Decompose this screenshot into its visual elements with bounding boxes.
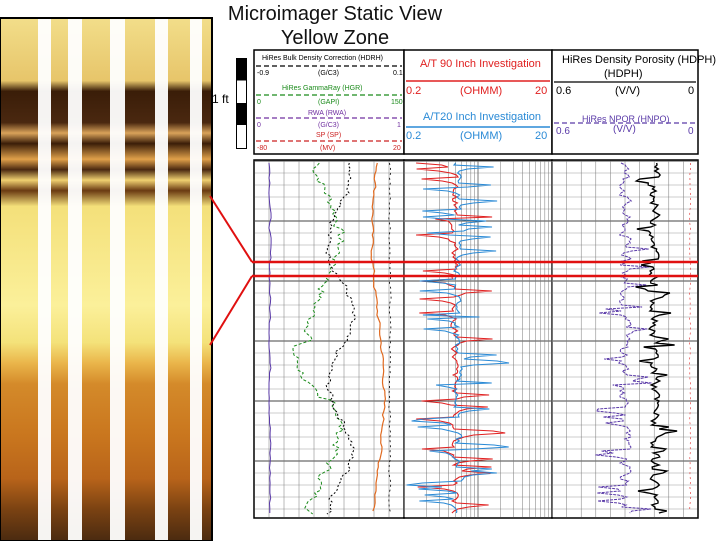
- correlation-line-bottom: [210, 276, 252, 345]
- hdrh-max: 0.1: [393, 70, 403, 77]
- correlation-line-top: [210, 196, 252, 262]
- sp-max: 20: [393, 145, 401, 152]
- hnpo-max: 0: [688, 126, 694, 137]
- hgr-min: 0: [257, 99, 261, 106]
- at90-max: 20: [535, 85, 548, 97]
- sp-name: SP (SP): [316, 132, 342, 139]
- rwa-unit: (G/C3): [318, 122, 339, 129]
- sp-min: -80: [257, 145, 268, 152]
- scale-label: 1 ft: [212, 92, 229, 106]
- hnpo-unit: (V/V): [613, 124, 636, 135]
- at20-min: 0.2: [406, 130, 422, 142]
- at20-max: 20: [535, 130, 548, 142]
- at20-name: A/T20 Inch Investigation: [423, 111, 542, 123]
- hgr-name: HiRes GammaRay (HGR): [282, 85, 363, 92]
- at20-unit: (OHMM): [460, 130, 503, 142]
- hgr-max: 150: [391, 99, 403, 106]
- hdph-max: 0: [688, 85, 695, 97]
- hdph-abbrev: (HDPH): [604, 68, 643, 80]
- at90-unit: (OHMM): [460, 85, 503, 97]
- hdph-name: HiRes Density Porosity (HDPH): [562, 54, 716, 66]
- hdph-min: 0.6: [556, 85, 572, 97]
- rwa-name: RWA (RWA): [308, 110, 347, 117]
- at90-min: 0.2: [406, 85, 422, 97]
- sp-unit: (MV): [320, 145, 336, 152]
- title-line-2: Yellow Zone: [280, 27, 390, 49]
- hdrh-unit: (G/C3): [318, 70, 339, 77]
- hdrh-min: -0.9: [257, 70, 270, 77]
- rwa-min: 0: [257, 122, 261, 129]
- hnpo-min: 0.6: [556, 126, 570, 137]
- rwa-max: 1: [397, 122, 401, 129]
- hdph-unit: (V/V): [615, 85, 641, 97]
- hnpo-name: HiRes NPOR (HNPO): [582, 114, 670, 124]
- hdrh-name: HiRes Bulk Density Correction (HDRH): [262, 55, 383, 62]
- title-line-1: Microimager Static View: [227, 3, 443, 25]
- hgr-unit: (GAPI): [318, 99, 340, 106]
- at90-name: A/T 90 Inch Investigation: [420, 58, 541, 70]
